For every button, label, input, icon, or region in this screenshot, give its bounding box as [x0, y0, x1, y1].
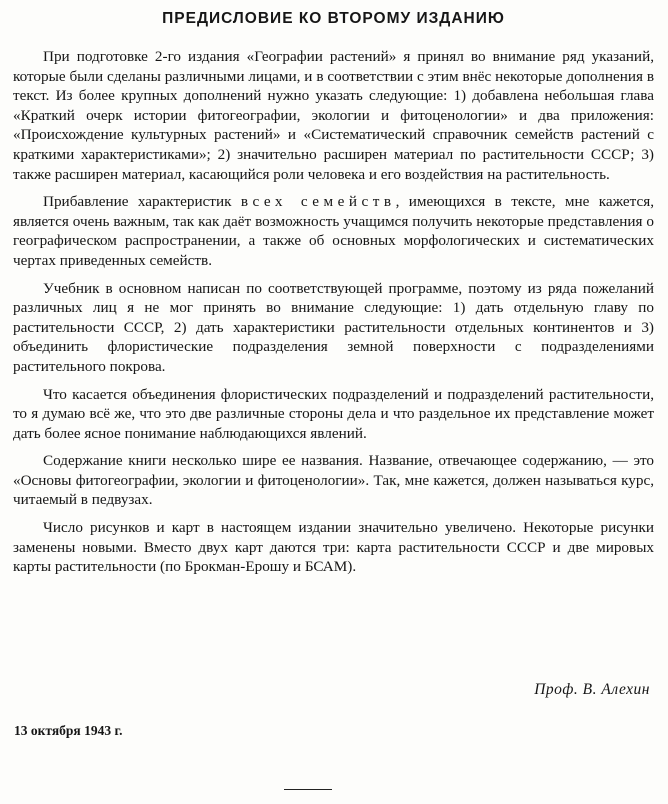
preface-date: 13 октября 1943 г. — [14, 723, 123, 738]
paragraph-3: Учебник в основном написан по соответствующей программе, поэтому из ряда пожеланий различных лиц я не мог принять во внимание следующие: 1) дать отдельную главу по растительности СССР, 2) дать характеристики растительности отдельных континентов и 3) объединить флористические подразделения земной поверхности с подразделениями растительного покрова. — [13, 279, 654, 375]
author-signature: Проф. В. Алехин — [534, 681, 650, 698]
paragraph-2-start: Прибавление характеристик — [43, 193, 232, 211]
paragraph-1: При подготовке 2-го издания «Географии растений» я принял во внимание ряд указаний, которые были сделаны различными лицами, и в соответствии с этим внёс некоторые дополнения в текст. Из более крупных дополнений нужно указать следующие: 1) добавлена небольшая глава «Краткий очерк истории фитогеографии, экологии и фитоценологии» и два приложения: «Происхождение культурных растений» и «Систематический справочник семейств растений с краткими характеристиками»; 2) значительно расширен материал по растительности СССР; 3) также расширен материал, касающийся роли человека и его воздействия на растительность. — [13, 48, 654, 183]
paragraph-2-emphasis: всех семейств — [240, 193, 396, 211]
paragraph-5: Содержание книги несколько шире ее названия. Название, отвечающее содержанию, — это «Основы фитогеографии, экологии и фитоценологии». Так, мне кажется, должен называться курс, читаемый в педвузах. — [13, 452, 654, 509]
paragraph-2-end: , имеющихся в тексте, мне кажется, является очень важным, так как даёт возможность учащимся получить некоторые представления о географическом распространении, а также об основных морфологических и систематических чертах приведенных семейств. — [13, 193, 655, 269]
paragraph-4: Что касается объединения флористических подразделений и подразделений растительности, то я думаю всё же, что это две различные стороны дела и что раздельное их представление может дать более ясное понимание наблюдающихся явлений. — [13, 385, 654, 442]
paragraph-6: Число рисунков и карт в настоящем издании значительно увеличено. Некоторые рисунки заменены новыми. Вместо двух карт даются три: карта растительности СССР и две мировых карты растительности (по Брокман-Ерошу и БСАМ). — [13, 519, 654, 576]
page-title: ПРЕДИСЛОВИЕ КО ВТОРОМУ ИЗДАНИЮ — [162, 10, 505, 27]
end-rule — [284, 789, 332, 790]
preface-body — [13, 47, 654, 577]
paragraph-2 — [13, 192, 654, 270]
